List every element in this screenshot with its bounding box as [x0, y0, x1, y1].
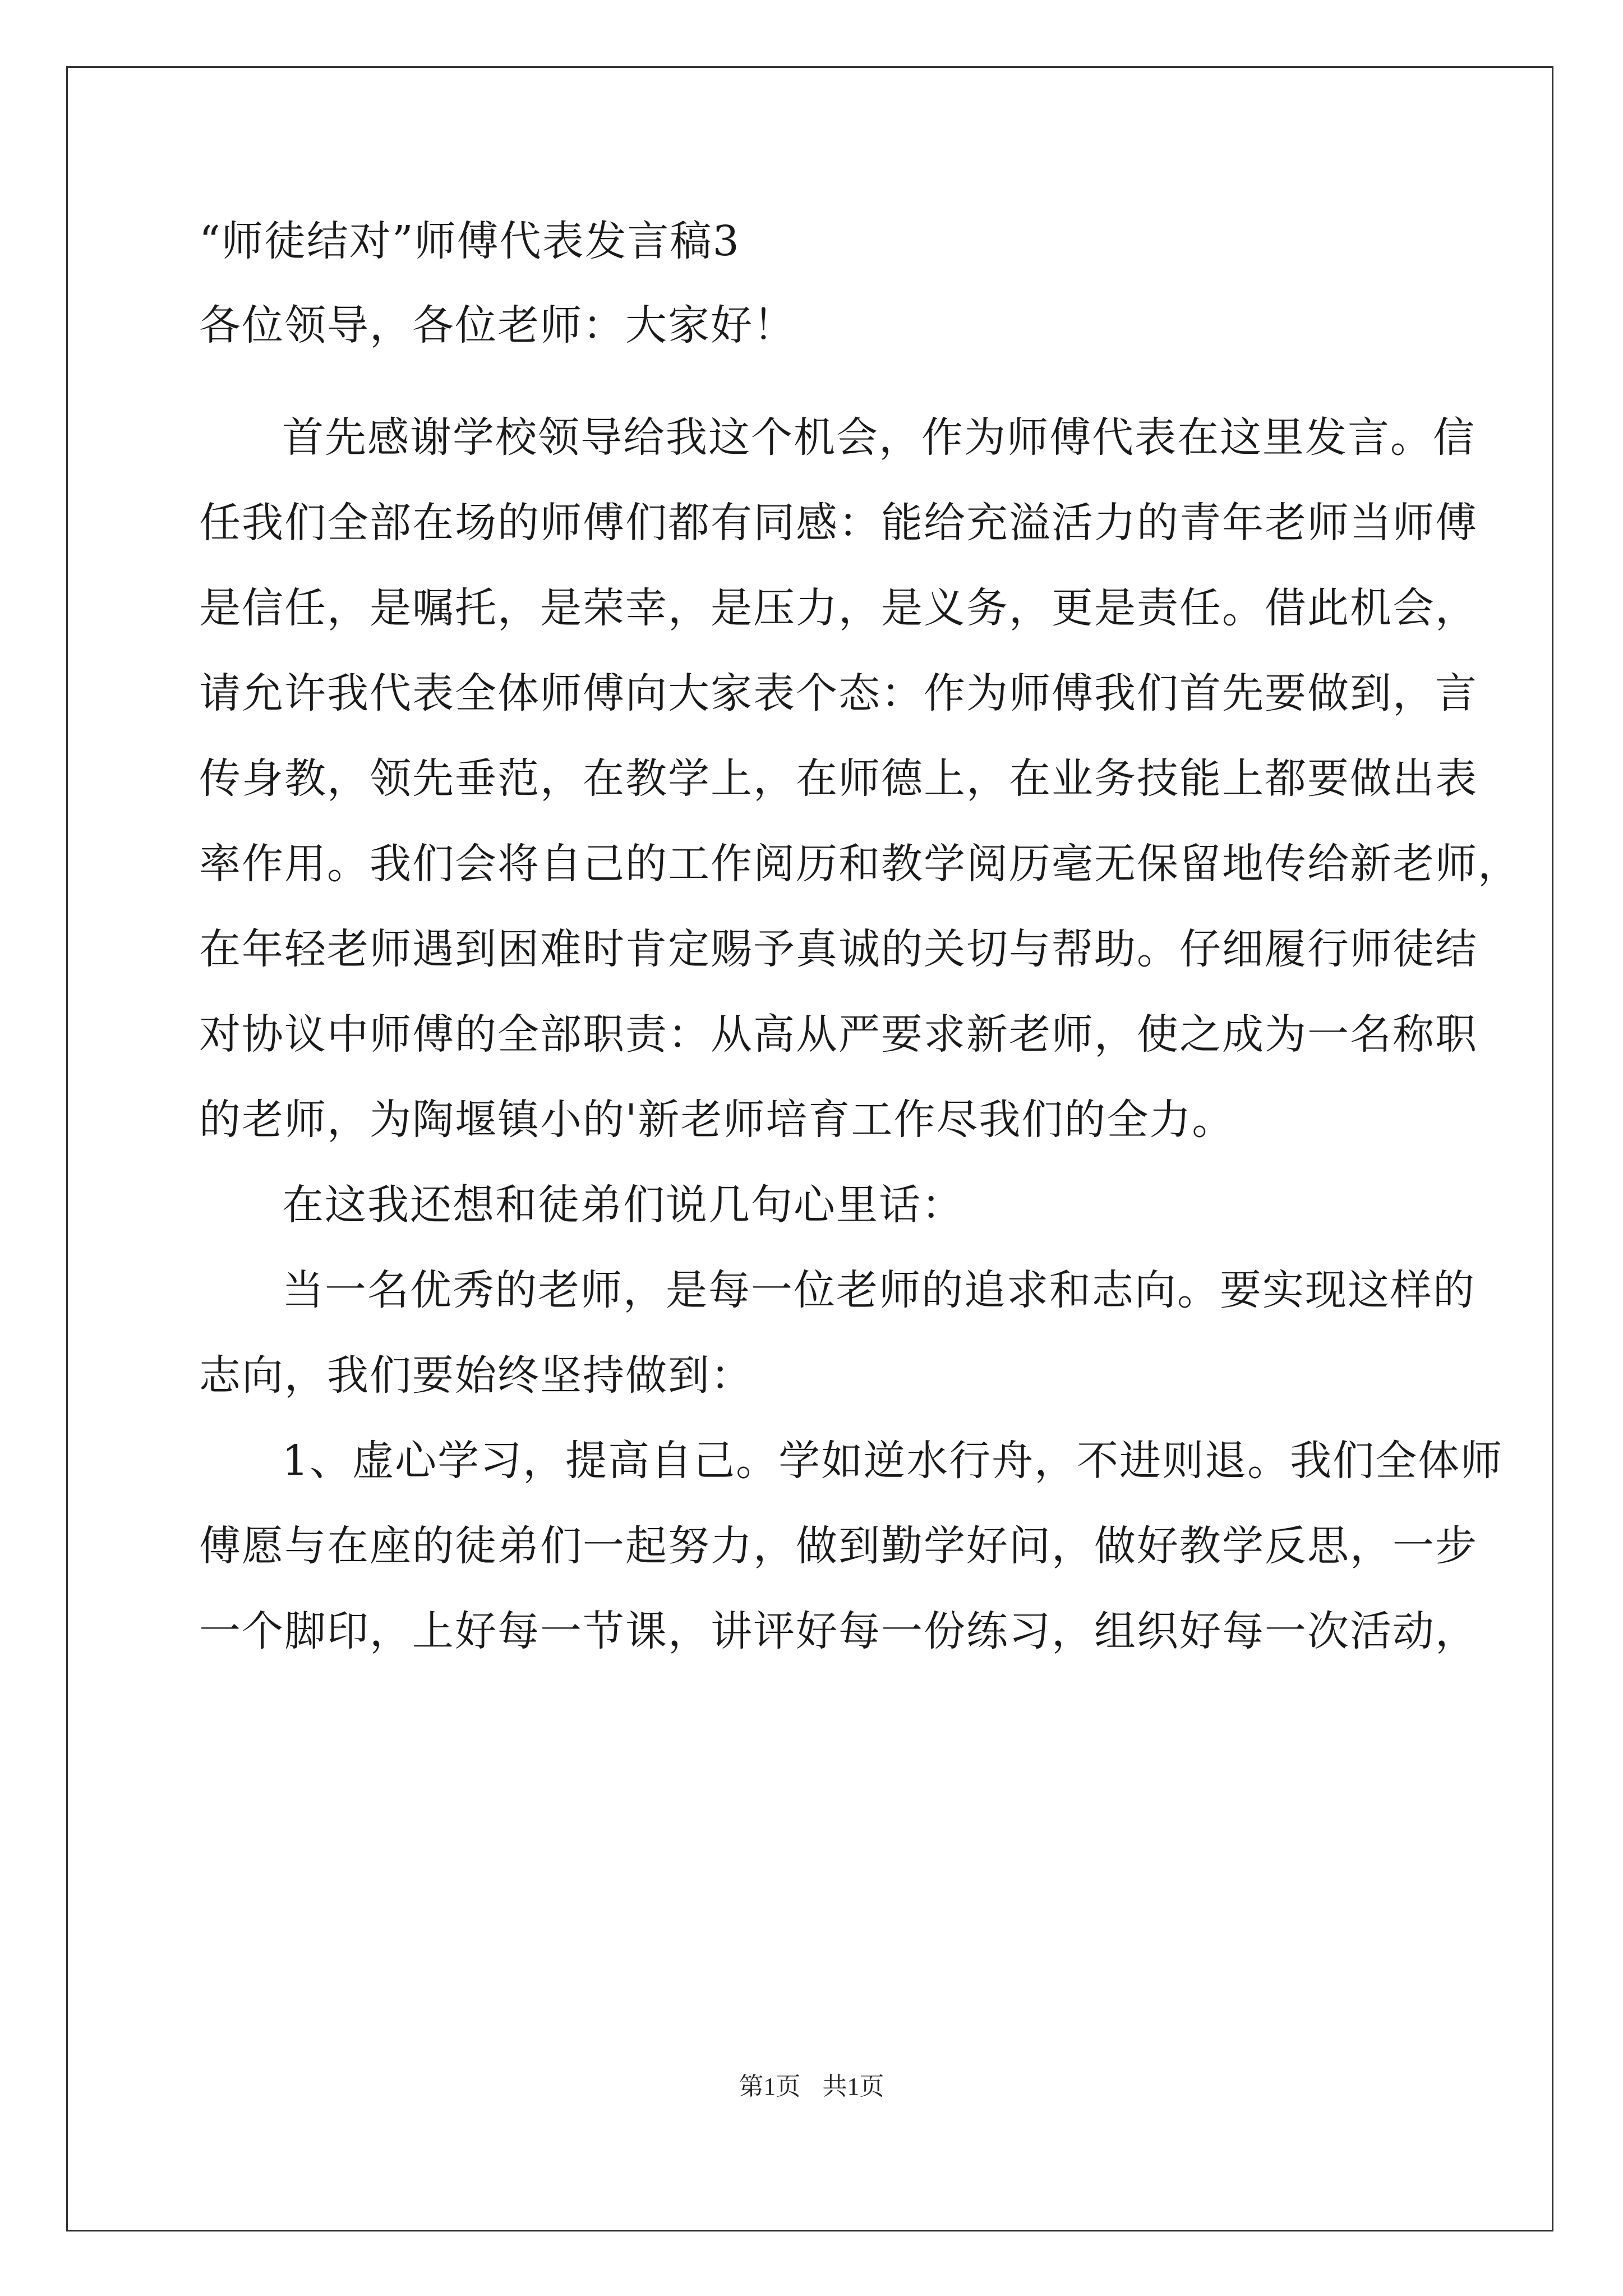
paragraph-line: 是信任，是嘱托，是荣幸，是压力，是义务，更是责任。借此机会，	[199, 584, 1478, 632]
page-total-label: 共1页	[822, 2073, 884, 2100]
paragraph-line: 的老师，为陶堰镇小的'新老师培育工作尽我们的全力。	[199, 1096, 1235, 1144]
page-border	[66, 66, 1553, 2231]
paragraph-line: 传身教，领先垂范，在教学上，在师德上，在业务技能上都要做出表	[199, 754, 1478, 803]
paragraph-line: 在这我还想和徒弟们说几句心里话：	[282, 1181, 964, 1229]
paragraph-line: 志向，我们要始终坚持做到：	[199, 1351, 753, 1400]
page-footer	[0, 2070, 1623, 2104]
paragraph-line: 当一名优秀的老师，是每一位老师的追求和志向。要实现这样的	[282, 1266, 1476, 1314]
paragraph-line: 一个脚印，上好每一节课，讲评好每一份练习，组织好每一次活动，	[199, 1607, 1478, 1655]
greeting-line: 各位领导，各位老师：大家好！	[199, 301, 796, 349]
paragraph-line: 1、虚心学习，提高自己。学如逆水行舟，不进则退。我们全体师	[282, 1437, 1504, 1485]
paragraph-line: 傅愿与在座的徒弟们一起努力，做到勤学好问，做好教学反思，一步	[199, 1522, 1478, 1570]
paragraph-line: 率作用。我们会将自己的工作阅历和教学阅历毫无保留地传给新老师，	[199, 840, 1520, 888]
document-title: “师徒结对”师傅代表发言稿3	[199, 217, 740, 265]
paragraph-line: 在年轻老师遇到困难时肯定赐予真诚的关切与帮助。仔细履行师徒结	[199, 925, 1478, 973]
page-current-label: 第1页	[739, 2073, 801, 2100]
paragraph-line: 对协议中师傅的全部职责：从高从严要求新老师，使之成为一名称职	[199, 1010, 1478, 1059]
paragraph-line: 任我们全部在场的师傅们都有同感：能给充溢活力的青年老师当师傅	[199, 499, 1478, 547]
paragraph-line: 首先感谢学校领导给我这个机会，作为师傅代表在这里发言。信	[282, 413, 1476, 462]
paragraph-line: 请允许我代表全体师傅向大家表个态：作为师傅我们首先要做到，言	[199, 669, 1478, 717]
